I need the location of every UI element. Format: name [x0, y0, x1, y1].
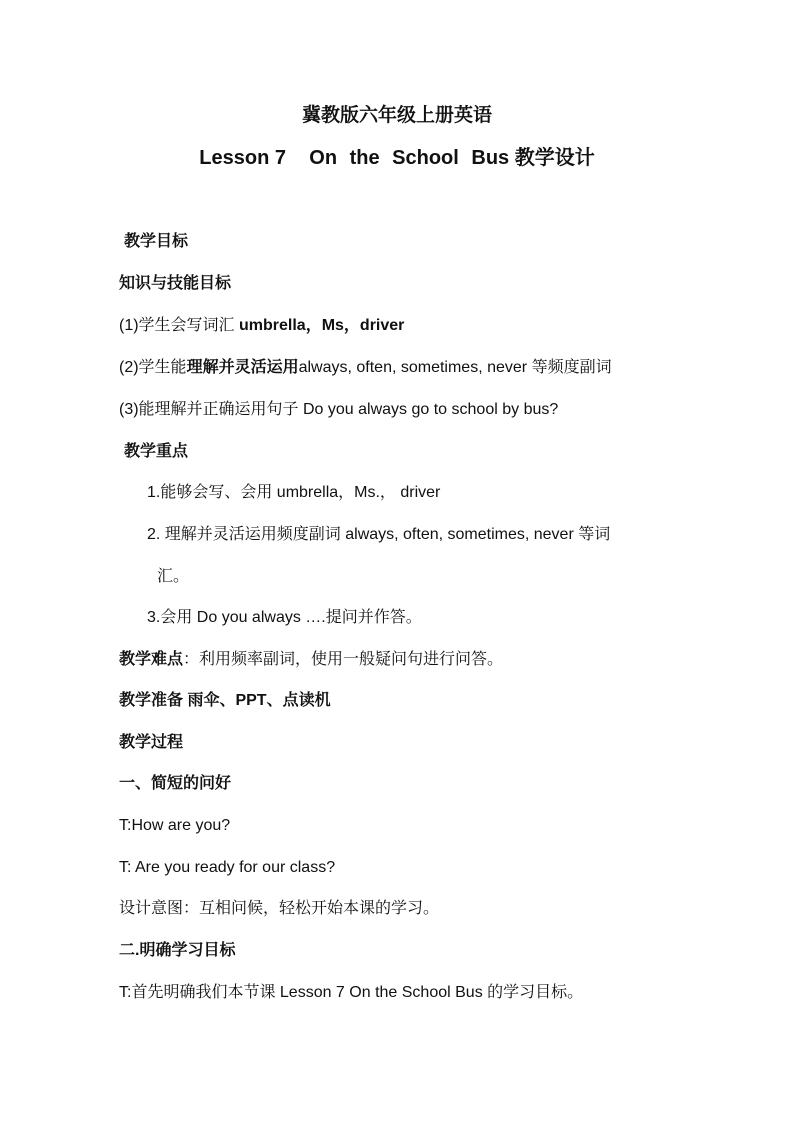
lesson-title-suffix: 教学设计 [514, 147, 595, 169]
key-point-item-2: 2. 理解并灵活运用频度副词 always, often, sometimes, never 等词 [147, 526, 611, 543]
objective-item-2-rest: always, often, sometimes, never 等频度副词 [298, 359, 612, 376]
section-1-line-1: T:How are you? [119, 817, 231, 834]
objectives-subheading: 知识与技能目标 [119, 275, 232, 292]
objective-item-1-words: umbrella，Ms，driver [239, 317, 405, 334]
key-point-item-1: 1.能够会写、会用 umbrella，Ms.， driver [147, 484, 441, 501]
difficulty-text: ：利用频率副词，使用一般疑问句进行问答。 [183, 651, 504, 668]
section-1-line-2: T: Are you ready for our class? [119, 859, 336, 876]
key-point-item-2-continued: 汇。 [157, 568, 190, 585]
key-point-item-3: 3.会用 Do you always ….提问并作答。 [147, 609, 422, 626]
section-1-design-intent: 设计意图：互相问候，轻松开始本课的学习。 [119, 900, 440, 917]
key-points-heading: 教学重点 [124, 443, 189, 460]
objective-item-1 [119, 315, 404, 337]
document-title: 冀教版六年级上册英语 [301, 105, 492, 126]
preparation: 教学准备 雨伞、PPT、点读机 [119, 692, 331, 709]
objectives-heading: 教学目标 [124, 233, 189, 250]
objective-item-2-bold: 理解并灵活运用 [186, 359, 299, 376]
section-2-heading: 二.明确学习目标 [119, 942, 236, 959]
section-1-heading: 一、简短的问好 [119, 775, 232, 792]
section-2-line-1: T:首先明确我们本节课 Lesson 7 On the School Bus 的学习目标。 [119, 984, 584, 1001]
objective-item-2 [119, 357, 612, 379]
objective-item-3: (3)能理解并正确运用句子 Do you always go to school by bus? [119, 401, 559, 418]
lesson-title [0, 147, 794, 169]
objective-item-2-prefix: (2)学生能 [119, 359, 187, 376]
objective-item-1-prefix: (1)学生会写词汇 [119, 317, 235, 334]
process-heading: 教学过程 [119, 734, 184, 751]
difficulty-label: 教学难点 [119, 651, 184, 668]
lesson-number: Lesson 7 [199, 147, 286, 169]
lesson-topic: On the School Bus [309, 147, 510, 169]
difficulty [119, 649, 503, 671]
